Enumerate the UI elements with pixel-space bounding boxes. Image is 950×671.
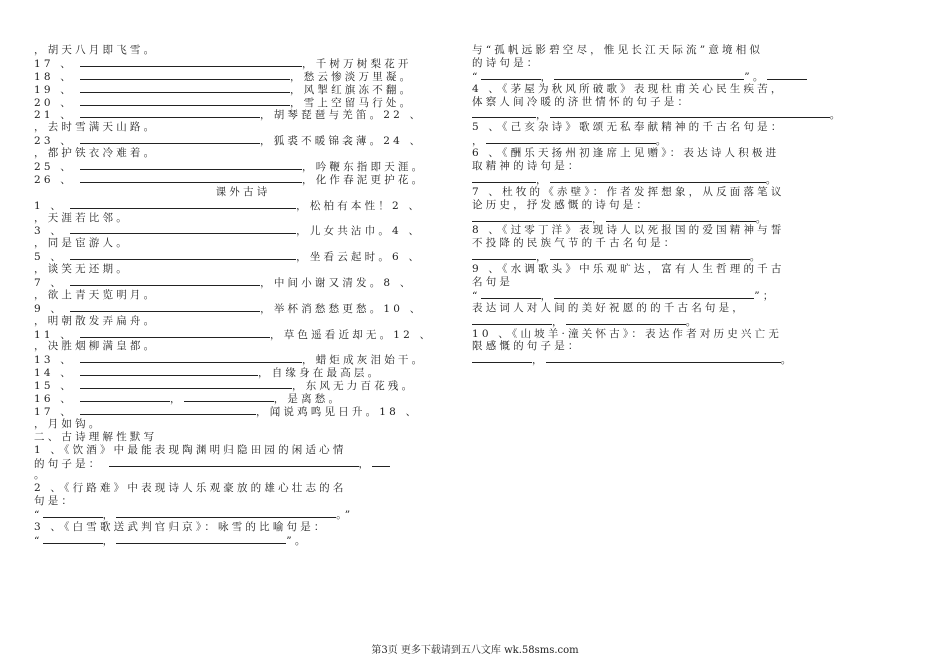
text-line: ，胡天八月即飞雪。 <box>34 44 158 56</box>
text-line: 8 、《过零丁洋》表现诗人以死报国的爱国精神与誓 <box>472 224 785 237</box>
text-line: 15 、 ，东风无力百花残。 <box>34 380 416 393</box>
text-line: 9 、《水调歌头》中乐观旷达，富有人生哲理的千古 <box>472 263 785 276</box>
text-line: 体察人间冷暖的济世情怀的句子是： <box>472 95 692 108</box>
text-line: 23 、 ，狐裘不暖锦衾薄。24 、 <box>34 135 424 148</box>
text-line: 1 、 ，松柏有本性！2 、 <box>34 199 423 212</box>
text-line: 17 、 ，闻说鸡鸣见日升。18 、 <box>34 405 420 418</box>
text-line: 13 、 ，蜡炬成灰泪始干。 <box>34 354 426 367</box>
section-heading: 课外古诗 <box>215 185 271 198</box>
text-line: ， 。 <box>472 108 877 121</box>
text-line: 限感慨的句子是： <box>472 340 582 353</box>
text-line: 19 、 ，风掣红旗冻不翻。 <box>34 83 414 96</box>
text-line: ， 。 <box>472 135 670 148</box>
text-line: 表达词人对人间的美好祝愿的的千古名句是， <box>472 301 746 314</box>
text-line: “ ， ”。 <box>472 70 877 83</box>
text-line: 与“孤帆远影碧空尽，惟见长江天际流”意境相似 <box>472 44 764 56</box>
text-line: ， 。 <box>472 353 877 366</box>
text-line: 名句是 <box>472 276 514 289</box>
text-line: 5 、《己亥杂诗》歌颂无私奉献精神的千古名句是： <box>472 121 785 134</box>
text-line: ，同是宦游人。 <box>34 237 130 250</box>
text-line: 1 、《饮酒》中最能表现陶渊明归隐田园的闲适心情 <box>34 443 347 456</box>
text-line: 句是： <box>34 495 76 508</box>
text-line: 的句子是： ， <box>34 457 452 470</box>
text-line: 不投降的民族气节的千古名句是： <box>472 237 678 250</box>
text-line: 4 、《茅屋为秋风所破歌》表现杜甫关心民生疾苦， <box>472 82 785 95</box>
text-line: ， 。 <box>472 250 877 263</box>
text-line: 9 、 ，举杯消愁愁更愁。10 、 <box>34 302 424 315</box>
text-line: ，去时雪满天山路。 <box>34 121 158 134</box>
text-line: ， 。 <box>472 173 877 186</box>
text-line: 10 、《山坡羊·潼关怀古》：表达作者对历史兴亡无 <box>472 327 783 340</box>
text-line: 5 、 ，坐看云起时。6 、 <box>34 251 423 264</box>
text-line: “ ， ”。 <box>34 534 309 547</box>
text-line: 11 、 ，草色遥看近却无。12 、 <box>34 328 434 341</box>
text-line: “ ， 。” <box>34 509 354 522</box>
text-line: 16 、 ， ，是离愁。 <box>34 393 343 406</box>
text-line: 17 、 ，千树万树梨花开 <box>34 57 412 70</box>
left-column <box>34 44 452 547</box>
text-line: 25 、 ，吟鞭东指即天涯。 <box>34 161 426 174</box>
text-line: 取精神的诗句是： <box>472 160 582 173</box>
text-line: 的诗句是： <box>472 56 541 69</box>
text-line: ，天涯若比邻。 <box>34 211 130 224</box>
text-line: 7 、 ，中间小谢又清发。8 、 <box>34 277 414 290</box>
text-line: 21 、 ，胡琴琵琶与羌笛。22 、 <box>34 109 424 122</box>
text-line: 26 、 ，化作春泥更护花。 <box>34 173 426 186</box>
text-line: 20 、 ，雪上空留马行处。 <box>34 96 414 109</box>
text-line: 3 、 ，儿女共沾巾。4 、 <box>34 225 423 238</box>
text-line: 2 、《行路难》中表现诗人乐观豪放的雄心壮志的名 <box>34 482 347 495</box>
text-line: 7 、杜牧的《赤壁》：作者发挥想象，从反面落笔议 <box>472 185 785 198</box>
text-line: 6 、《酬乐天扬州初逢席上见赠》：表达诗人积极进 <box>472 147 780 160</box>
text-line: ，谈笑无还期。 <box>34 263 130 276</box>
text-line: ，月如钩。 <box>34 417 103 430</box>
text-line: 18 、 ，愁云惨淡万里凝。 <box>34 70 414 83</box>
right-column <box>472 44 877 366</box>
text-line: ，决胜烟柳满皇都。 <box>34 340 158 353</box>
text-line: ，都护铁衣冷难着。 <box>34 147 158 160</box>
section-heading: 二、古诗理解性默写 <box>34 430 158 443</box>
text-line: 14 、 ，自缘身在最高层。 <box>34 367 382 380</box>
text-line: “ ， ”； <box>472 289 777 302</box>
text-line: ，欲上青天览明月。 <box>34 288 158 301</box>
text-line: 。 <box>34 469 48 482</box>
text-line: ， 。 <box>472 212 877 225</box>
page-footer: 第3页 更多下载请到五八文库 wk.58sms.com <box>371 645 579 656</box>
text-line: ，明朝散发弄扁舟。 <box>34 314 158 327</box>
text-line: 3 、《白雪歌送武判官归京》：咏雪的比喻句是： <box>34 520 328 533</box>
text-line: ， 。 <box>472 315 877 328</box>
text-line: 论历史，抒发感慨的诗句是： <box>472 198 651 211</box>
